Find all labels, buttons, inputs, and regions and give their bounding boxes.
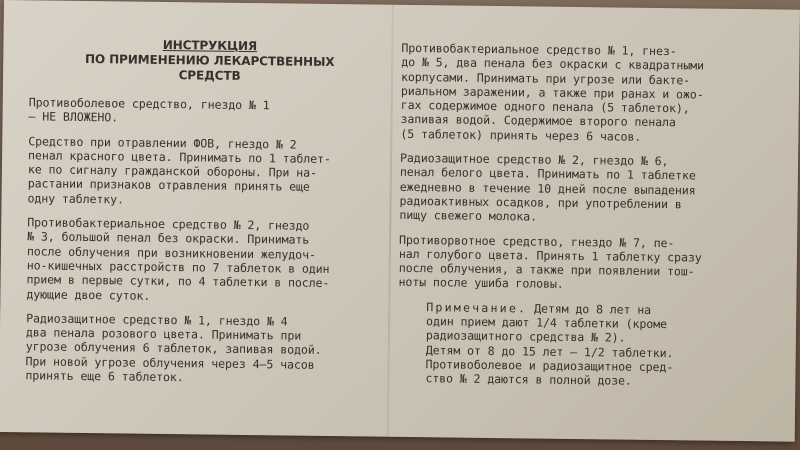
note-label: Примечание. [426,299,528,316]
title-line-1: ИНСТРУКЦИЯ [162,37,258,54]
note-text-2: Детям от 8 до 15 лет — 1/2 таблетки. Противоболевое и радиозащитное сред- ство № 2 даются в полной дозе. [425,342,674,388]
document-title [29,36,375,85]
paper-fold-crease [387,5,394,437]
painkiller-paragraph: Противоболевое средство, гнездо № 1 — НЕ ВЛОЖЕНО. [28,95,270,125]
note-text-1: Детям до 8 лет на один прием дают 1/4 таблетки (кроме радиозащитного средства № 2). [425,301,667,345]
antibacterial-2-paragraph: Противобактериальное средство № 2, гнездо № 3, большой пенал без окраски. Принимать после облучения при возникновении желудоч- но-кишечных расстройств по 7 таблеток в один прием в первые сутки, по 4 таблетки в после- дующие двое суток. [26,215,330,303]
antibacterial-1-paragraph: Противобактериальное средство № 1, гнез- до № 5, два пенала без окраски с квадратными корпусами. Принимать при угрозе или бакте- риальном заражении, а также при ранах и ожо- гах содержимое одного пенала (5 таблеток), запивая водой. Содержимое второго пенала (5 таблеток) принять через 6 часов. [400,40,705,144]
antiemetic-paragraph: Противорвотное средство, гнездо № 7, пе- нал голубого цвета. Принять 1 таблетку сразу после облучения, а также при появлении тош- ноты после ушиба головы. [398,232,702,292]
title-line-2: ПО ПРИМЕНЕНИЮ ЛЕКАРСТВЕННЫХ [84,51,335,70]
title-line-3: СРЕДСТВ [178,68,241,83]
note-block [397,300,773,390]
right-column [397,41,776,390]
radioprotective-1-paragraph: Радиозащитное средство № 1, гнездо № 4 два пенала розового цвета. Принимать при угрозе облучения 6 таблеток, запивая водой. При новой угрозе облучения через 4—5 часов принять еще 6 таблеток. [25,311,322,385]
radioprotective-2-paragraph: Радиозащитное средство № 2, гнездо № 6, пенал белого цвета. Принимать по 1 таблетке ежедневно в течение 10 дней после выпадения радиоактивных осадков, при употреблении в пищу свежего молока. [399,150,696,224]
fov-antidote-paragraph: Средство при отравлении ФОВ, гнездо № 2 пенал красного цвета. Принимать по 1 таблет- ке по сигналу гражданской обороны. При на- растании признаков отравления принять еще одну таблетку. [27,133,331,207]
left-column [25,36,374,397]
